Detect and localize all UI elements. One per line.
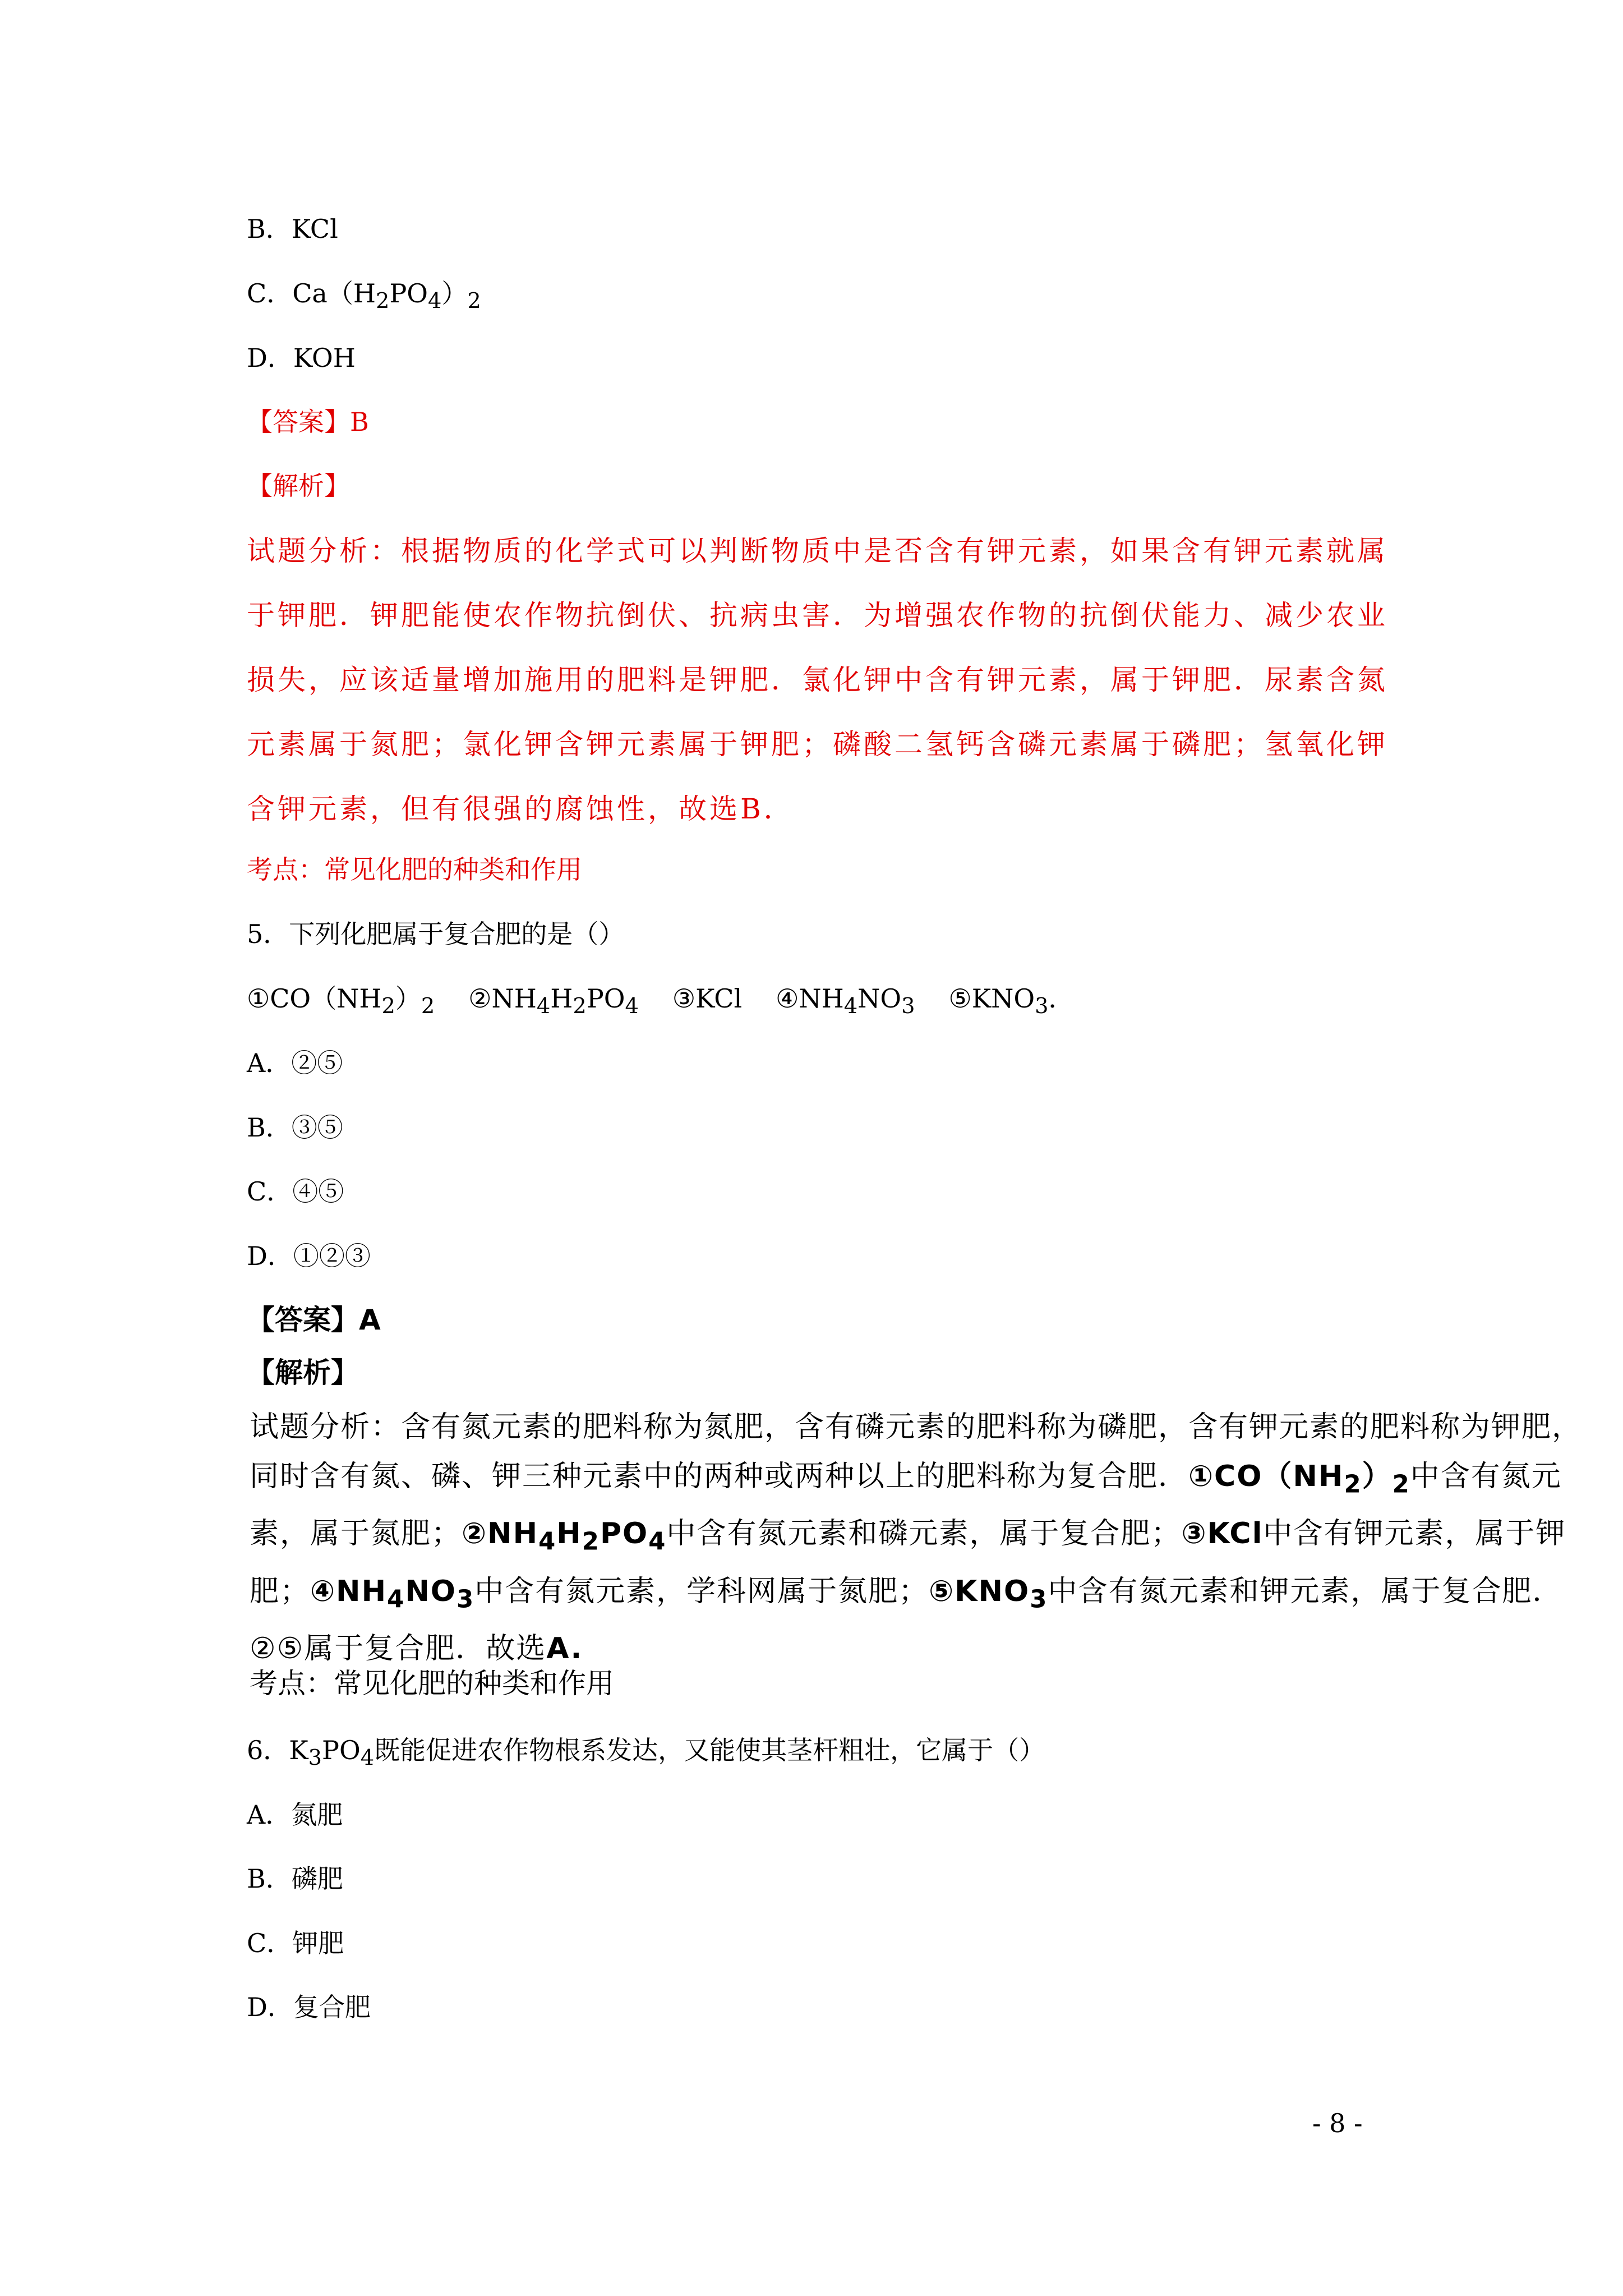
q4-option-d: D．KOH (247, 343, 356, 373)
q5-option-b: B．③⑤ (247, 1112, 343, 1143)
q5-option-c: C．④⑤ (247, 1176, 344, 1207)
q5-stem: 5．下列化肥属于复合肥的是（） (247, 919, 625, 949)
q5-answer: 【答案】A (247, 1304, 381, 1336)
page-number: - 8 - (1312, 2108, 1363, 2138)
q6-option-c: C．钾肥 (247, 1928, 344, 1958)
q4-answer: 【答案】B (247, 407, 369, 437)
q5-analysis-text: 试题分析：含有氮元素的肥料称为氮肥，含有磷元素的肥料称为磷肥，含有钾元素的肥料称为钾肥，同时含有氮、磷、钾三种元素中的两种或两种以上的肥料称为复合肥．$①CO(NH_2)_2$中含有氮元素，属于氮肥；$②NH_4H_2PO_4$中含有氮元素和磷元素，属于复合肥；③KCl中含有钾元素，属于钾肥；$④NH_4NO_3$中含有氮元素，学科网属于氮肥；$⑤KNO_3$中含有氮元素和钾元素，属于复合肥．②⑤属于复合肥．故选A. (250, 1410, 1583, 1666)
q5-analysis-label: 【解析】 (247, 1356, 359, 1389)
q5-kaodian: 考点：常见化肥的种类和作用 (250, 1667, 614, 1700)
q4-analysis-label: 【解析】 (247, 471, 350, 501)
q4-option-c: C．$Ca(H_2PO_4)_2$ (247, 278, 481, 314)
q6-option-b: B．磷肥 (247, 1864, 343, 1894)
q5-option-a: A．②⑤ (247, 1048, 343, 1078)
q4-analysis-text: 试题分析：根据物质的化学式可以判断物质中是否含有钾元素，如果含有钾元素就属于钾肥．钾肥能使农作物抗倒伏、抗病虫害．为增强农作物的抗倒伏能力、减少农业损失，应该适量增加施用的肥料是钾肥．氯化钾中含有钾元素，属于钾肥．尿素含氮元素属于氮肥；氯化钾含钾元素属于钾肥；磷酸二氢钙含磷元素属于磷肥；氢氧化钾含钾元素，但有很强的腐蚀性，故选B． (247, 535, 1388, 825)
q6-option-a: A．氮肥 (247, 1800, 343, 1830)
q4-option-b: B．KCl (247, 214, 338, 244)
q6-stem: 6．$K_3PO_4$既能促进农作物根系发达，又能使其茎杆粗壮，它属于（） (247, 1735, 1045, 1771)
q6-option-d: D．复合肥 (247, 1992, 371, 2022)
q4-kaodian: 考点：常见化肥的种类和作用 (247, 854, 582, 885)
q5-option-d: D．①②③ (247, 1241, 371, 1271)
q5-choices: $①CO(NH_2)_2$ $②NH_4H_2PO_4$ ③KCl $④NH_4NO_3$ $⑤KNO_3$． (247, 983, 1075, 1019)
